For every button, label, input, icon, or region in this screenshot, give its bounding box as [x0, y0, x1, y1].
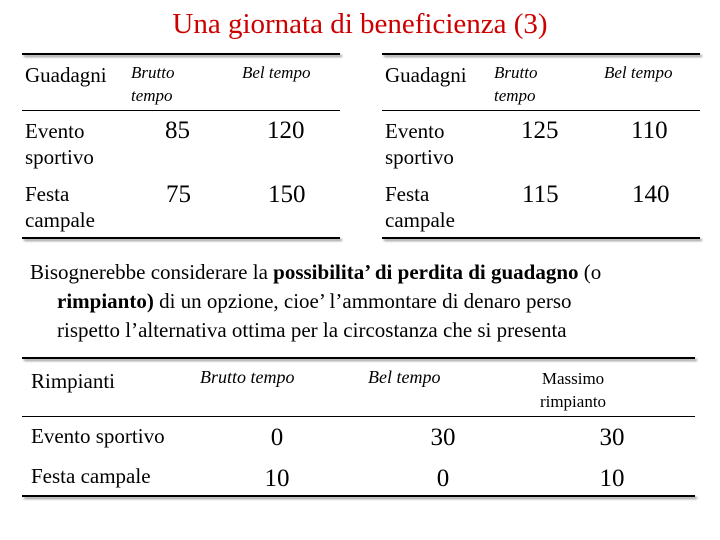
paragraph-text-1: Bisognerebbe considerare la [30, 260, 274, 284]
table3-header-rule [22, 416, 695, 417]
table3-row1-value-2: 30 [430, 424, 456, 451]
table3-header-bel-tempo: Bel tempo [368, 367, 441, 387]
table2-bottom-rule [382, 237, 700, 239]
table1-row1-label-a: Evento [25, 119, 85, 143]
table3-header-rimpianti: Rimpianti [31, 369, 115, 393]
table3-header-rimpianto: rimpianto [539, 392, 607, 411]
paragraph-text-2: (o [578, 260, 602, 284]
table2-header-tempo: tempo [494, 86, 536, 105]
table2-row2-value-1: 115 [522, 181, 559, 208]
paragraph-text-3: di un opzione, cioe’ l’ammontare di denaro perso [153, 289, 572, 313]
table3-row2-value-3: 10 [599, 465, 625, 492]
table1-bottom-rule [22, 237, 340, 239]
table2-header-rule [382, 110, 700, 111]
table2-row1-value-1: 125 [521, 117, 559, 144]
table3-row1-label: Evento sportivo [31, 424, 165, 448]
table3-row1-value-3: 30 [599, 424, 625, 451]
table3-bottom-rule [22, 495, 695, 497]
table1-header-bel-tempo: Bel tempo [242, 63, 311, 82]
paragraph-bold-1: possibilita’ di perdita di guadagno [273, 260, 579, 284]
table3-header-brutto-tempo: Brutto tempo [200, 367, 295, 387]
table1-row1-value-2: 120 [267, 117, 305, 144]
regret-explanation-paragraph [30, 258, 710, 345]
table3-top-rule [22, 357, 695, 359]
table3-row2-label: Festa campale [31, 464, 151, 488]
table3-row2-value-2: 0 [436, 465, 450, 492]
table2-header-bel-tempo: Bel tempo [604, 63, 673, 82]
table3-row1-value-1: 0 [270, 424, 284, 451]
table1-header-rule [22, 110, 340, 111]
paragraph-bold-2: rimpianto) [57, 289, 154, 313]
table2-header-guadagni: Guadagni [385, 63, 467, 87]
table2-row1-label-b: sportivo [385, 145, 454, 169]
table2-row2-value-2: 140 [632, 181, 670, 208]
table1-row2-label-a: Festa [25, 182, 70, 206]
paragraph-line-3: rispetto l’alternativa ottima per la circostanza che si presenta [57, 318, 567, 342]
table1-row2-value-2: 150 [268, 181, 306, 208]
table1-header-guadagni: Guadagni [25, 63, 107, 87]
table2-row2-label-a: Festa [385, 182, 430, 206]
table1-header-tempo: tempo [131, 86, 173, 105]
table1-header-brutto: Brutto [131, 63, 175, 82]
table1-top-rule [22, 53, 340, 55]
table2-top-rule [382, 53, 700, 55]
page-title: Una giornata di beneficienza (3) [172, 8, 548, 40]
table1-row2-value-1: 75 [166, 181, 191, 208]
table2-row1-label-a: Evento [385, 119, 445, 143]
table2-row2-label-b: campale [385, 208, 455, 232]
table1-row1-label-b: sportivo [25, 145, 94, 169]
table3-row2-value-1: 10 [264, 465, 290, 492]
table2-header-brutto: Brutto [494, 63, 538, 82]
table1-row1-value-1: 85 [165, 117, 190, 144]
paragraph-line-2 [30, 287, 710, 316]
table1-row2-label-b: campale [25, 208, 95, 232]
table2-row1-value-2: 110 [631, 117, 668, 144]
table3-header-massimo: Massimo [541, 369, 605, 388]
